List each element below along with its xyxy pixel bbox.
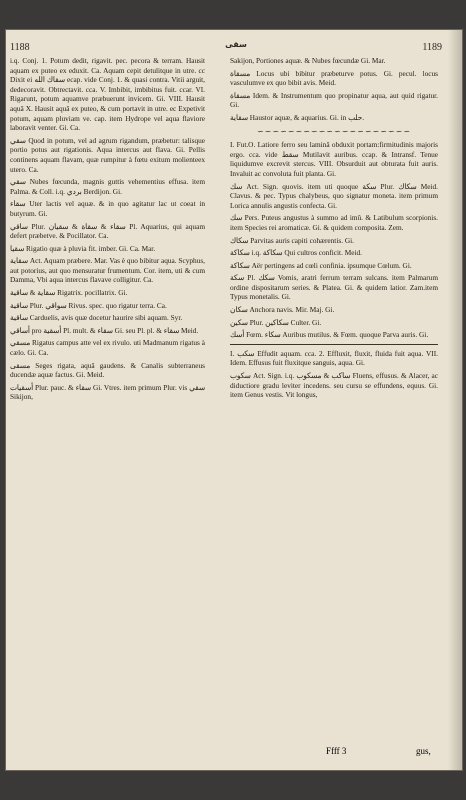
entry: سكاك Parvitas auris capiti cohærentis. Gi.	[230, 235, 354, 245]
entry: Sakijon, Portiones aquæ. & Nubes fœcundæ Gi. Mar.	[230, 56, 386, 65]
entry: ساقي Plur. سقاء & سقاة & سقيان Pl. Aquarius, qui aquam defert præbetve. & Pocillator. Ca.	[10, 221, 205, 241]
entry: أساقي pro أسقية Pl. mult. & سقاء Gi. seu Pl. pl. & سقاء Meid.	[10, 325, 199, 335]
entry: مسقاة Idem. & Instrumentum quo propinatur aqua, aut quid rigatur. Gi.	[230, 90, 438, 110]
running-head: سقى	[225, 40, 247, 49]
entry: أسقيات Plur. pauc. & سقاء Gi. Vtres. item primum Plur. vis سقي Sikijon,	[10, 382, 205, 402]
entry: I. سكب Effudit aquam. cca. 2. Effluxit, fluxit, fluida fuit aqua. VII. Idem. Effusus fuit fluxitque sanguis, aqua. Gi.	[230, 348, 438, 368]
entry: سكة Pl. سكك Vomis, aratri ferrum terram sulcans. item Palmarum ordine dispositarum series. & Platea. Gi. & quidem latior. Zam.item Typus monetalis. Gi.	[230, 273, 439, 302]
entry: سكين Plur. سكاكين Culter. Gi.	[230, 317, 322, 327]
entry: سقي Quod in potum, vel ad agrum rigandum, præbetur: talisque portio potus aut rigationis. Aqua intercus aut flava. Gi. Pellis continens aquam flavam, quæ rumpitur à fœtu exitum molienteex utero. Ca.	[10, 135, 205, 174]
entry: سكوب Act. Sign. i.q. ساكب & مسكوب Fluens, effusus. & Alacer, ac diductiore gradu leviter incedens. seu cursu se effundens, equus. Gi. item Genus vestis. Vit longus,	[230, 371, 439, 400]
entry: i.q. Conj. 1. Potum dedit, rigavit. pec. pecora & terram. Hausit aquam ex puteo ex eduxit. Ca. Aquam cepit detulitque in utre. cc Dixit ei سقاك الله ecap. vide Conj. 1. & quasi contra. Vitii arguit, dedecoravit. Obtrectavit. cca. V. Imbibit, imbibitus fuit. ccar. VI. Rigarunt, potum aquamve præbuerunt invicem. Gi. VIII. Hausit aquâ X. Hausit aquâ ex puteo, & cum portavit in utre. ec Expetivit potum, aquam pluviam ve. cap. item Hydrope vel aqua flaviore laboravit venter. Gi. Ca.	[10, 56, 205, 133]
entry: ساقية Plur. سواقي Rivus. spec. quo rigatur terra. Ca.	[10, 300, 167, 310]
right-column	[230, 56, 438, 403]
entry: سك Act. Sign. quovis. item uti quoque سكة Plur. سكاك Meid. Clavus. & pec. Typus chalybeus, quo signatur moneta. item primum Lorica annulis angustis confecta. Gi.	[230, 181, 438, 210]
entry: سك Pers. Puteus angustus à summo ad imû. & Latibulum scorpionis. item Species rei aromaticæ. Gi. & quidem composita. Zem.	[230, 213, 438, 232]
entry: سقاية Haustor aquæ, & aquarius. Gi. in حلب.	[230, 112, 365, 122]
entry: مسقي Rigatus campus atte vel ex rivulo. uti Madmanum rigatus à cælo. Gi. Ca.	[10, 338, 205, 358]
entry: مسقى Seges rigata, aquâ gaudens. & Canalis subterraneus ducendæ aquæ factus. Gi. Meid.	[10, 360, 205, 380]
entry: سكاكة i.q. سكاكة Qui cultros conficit. Meid.	[230, 248, 362, 258]
entry: ساقية Carduelis, avis quæ docetur haurire sibi aquam. Syr.	[10, 313, 183, 323]
ornament-divider: ∽∽∽∽∽∽∽∽∽∽∽∽∽∽∽∽∽∽∽∽	[256, 126, 412, 136]
page-number-left: 1188	[10, 42, 30, 53]
signature-mark: Ffff 3	[326, 746, 347, 756]
section-rule	[230, 344, 438, 345]
catchword: gus,	[416, 746, 431, 756]
entry: سقاية & ساقية Rigatrix. pocillatrix. Gi.	[10, 288, 128, 298]
entry: سقاء Uter lactis vel aquæ. & in quo agitatur lac ut coeat in butyrum. Gi.	[10, 199, 205, 218]
page-fold-shadow	[448, 30, 462, 770]
entry: سقي Nubes fœcunda, magnis guttis vehementius effusa. item Palma. & Coll. i.q. بردي Berdijon. Gi.	[10, 177, 205, 196]
left-column	[10, 56, 205, 405]
entry: سكان Anchora navis. Mir. Maj. Gi.	[230, 305, 335, 315]
entry: I. Fut.O. Latiore ferro seu laminâ obduxit portam:firmitudinis majoris ergo. cca. vide سقط Mutilavit auribus. ccap. & Intransf. Tenue liquidumve excrevit stercus. VIII. Obsurduit aut obturata fuit auris. Invaluit ac convoluta fuit planta. Gi.	[230, 140, 438, 178]
entry: أسك Fœm. سكاء Auribus mutilus. & Fœm. quoque Parva auris. Gi.	[230, 330, 429, 340]
entry: مسقاة Locus ubi bibitur præbeturve potus. Gi. pecul. locus vasculumve ex quo bibit avis. Meid.	[230, 68, 438, 88]
entry: سقيا Rigatio quæ à pluvia fit. imber. Gi. Ca. Mar.	[10, 243, 156, 253]
book-page	[6, 30, 462, 770]
entry: سكاكة Aër pertingens ad cœli confinia. ipsumque Cœlum. Gi.	[230, 260, 412, 270]
entry: سقاية Act. Aquam præbere. Mar. Vas è quo bibitur aqua. Scyphus, aut potorius, aut quo mensuratur frumentum. Cor. item, uti & cum Damma, Vbi aqua intercus flavave colligitur. Ca.	[10, 256, 205, 285]
page-number-right: 1189	[422, 42, 442, 53]
